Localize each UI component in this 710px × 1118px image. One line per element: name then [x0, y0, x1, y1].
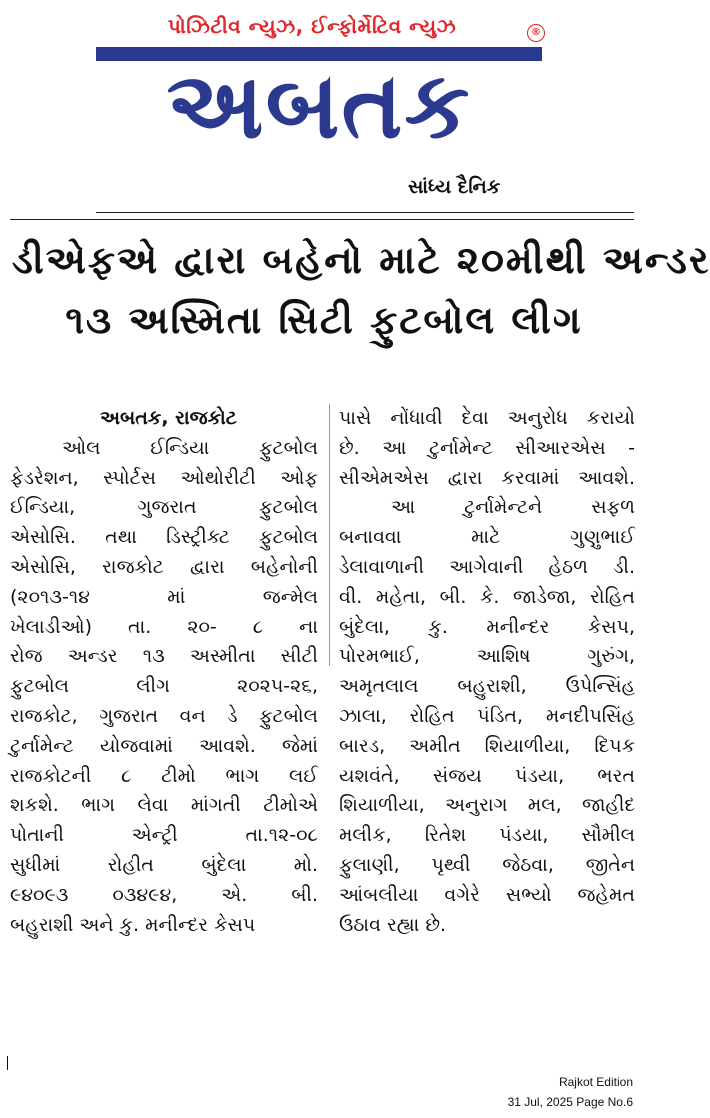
article-line: ૯૪૦૯૩ ૦૩૪૯૪, એ. બી. [10, 883, 318, 906]
masthead-tagline: પોઝિટીવ ન્યુઝ, ઈન્ફોર્મેટિવ ન્યુઝ [167, 14, 457, 38]
article-line: ફુટબોલ લીગ ૨૦૨૫-૨૬, [10, 675, 318, 698]
article-column-right [339, 404, 635, 940]
article-line: પાસે નોંધાવી દેવા અનુરોધ કરાયો [339, 407, 635, 429]
article-line: સીએમએસ દ્વારા કરવામાં આવશે. [339, 466, 635, 489]
article-line: પોતાની એન્ટ્રી તા.૧૨-૦૮ [10, 824, 318, 847]
crop-mark [7, 1056, 8, 1070]
article-line: મલીક, રિતેશ પંડયા, સૌમીલ [339, 824, 635, 847]
edition-footer [508, 1072, 633, 1112]
article-line: ફુલાણી, પૃથ્વી જેઠવા, જીતેન [339, 853, 635, 876]
article-line: ટુર્નામેન્ટ યોજવામાં આવશે. જેમાં [10, 734, 318, 757]
article-line: વી. મહેતા, બી. કે. જાડેજા, રોહિત [339, 585, 635, 608]
headline-line-1: ડીએફએ દ્વારા બહેનો માટે ૨૦મીથી અન્ડર [12, 238, 710, 282]
masthead [0, 0, 642, 212]
article-line: (૨૦૧૩-૧૪ માં જન્મેલ [10, 585, 318, 608]
article-line: આ ટુર્નામેન્ટને સફળ [391, 496, 635, 519]
article-headline [12, 230, 710, 350]
article-line: બનાવવા માટે ગુણુભાઈ [339, 526, 635, 549]
masthead-rule [96, 212, 634, 213]
article-line: યશવંતે, સંજય પંડયા, ભરત [339, 764, 635, 787]
article-line: બહુરાશી અને કુ. મનીન્દર કેસપ [10, 913, 256, 936]
column-divider [329, 404, 330, 666]
headline-line-2: ૧૩ અસ્મિતા સિટી ફુટબોલ લીગ [65, 298, 583, 342]
article-line: શિયાળીયા, અનુરાગ મલ, જાહીદ [339, 794, 635, 817]
article-line: ઝાલા, રોહિત પંડિત, મનદીપસિંહ [339, 704, 635, 727]
article-line: ઉઠાવ રહ્યા છે. [339, 913, 447, 936]
article-line: એસોસિ. તથા ડિસ્ટ્રીક્ટ ફુટબોલ [10, 526, 318, 549]
masthead-subbrand: સાંધ્ય દૈનિક [408, 176, 501, 198]
article-line: ડેલાવાળાની આગેવાની હેઠળ ડી. [339, 555, 635, 578]
article-line: શકશે. ભાગ લેવા માંગતી ટીમોએ [10, 794, 318, 817]
article-line: સુધીમાં રોહીત બુંદેલા મો. [10, 853, 318, 876]
article-line: આંબલીયા વગેરે સભ્યો જહેમત [339, 883, 635, 906]
article-line: અમૃતલાલ બહુરાશી, ઉપેન્સિંહ [339, 675, 635, 698]
article-line: રાજકોટ, ગુજરાત વન ડે ફુટબોલ [10, 704, 318, 727]
article-column-left [10, 404, 318, 940]
article-line: ફેડરેશન, સ્પોર્ટસ ઓથોરીટી ઓફ [10, 466, 318, 489]
page-top-rule [10, 219, 634, 220]
registered-mark-icon: ® [527, 24, 545, 42]
article-line: પોરમભાઈ, આશિષ ગુરુંગ, [339, 645, 635, 668]
article-line: ઈન્ડિયા, ગુજરાત ફુટબોલ [10, 496, 318, 519]
article-line: બુંદેલા, કુ. મનીન્દર કેસપ, [339, 615, 635, 638]
article-line: રોજ અન્ડર ૧૩ અસ્મીતા સીટી [10, 645, 318, 668]
article-line: છે. આ ટુર્નામેન્ટ સીઆરએસ - [339, 436, 635, 459]
article-line: રાજકોટની ૮ ટીમો ભાગ લઈ [10, 764, 318, 787]
article-dateline: અબતક, રાજકોટ [100, 407, 237, 429]
article-line: એસોસિ, રાજકોટ દ્વારા બહેનોની [10, 555, 318, 578]
article-line: બારડ, અમીત શિયાળીયા, દિપક [339, 734, 635, 757]
edition-name: Rajkot Edition [558, 1075, 633, 1089]
newspaper-logo: અબતક [166, 52, 472, 159]
article-line: ઓલ ઈન્ડિયા ફુટબોલ [62, 436, 318, 459]
edition-date-page: 31 Jul, 2025 Page No.6 [507, 1095, 633, 1109]
article-line: ખેલાડીઓ) તા. ૨૦- ૮ ના [10, 615, 318, 638]
